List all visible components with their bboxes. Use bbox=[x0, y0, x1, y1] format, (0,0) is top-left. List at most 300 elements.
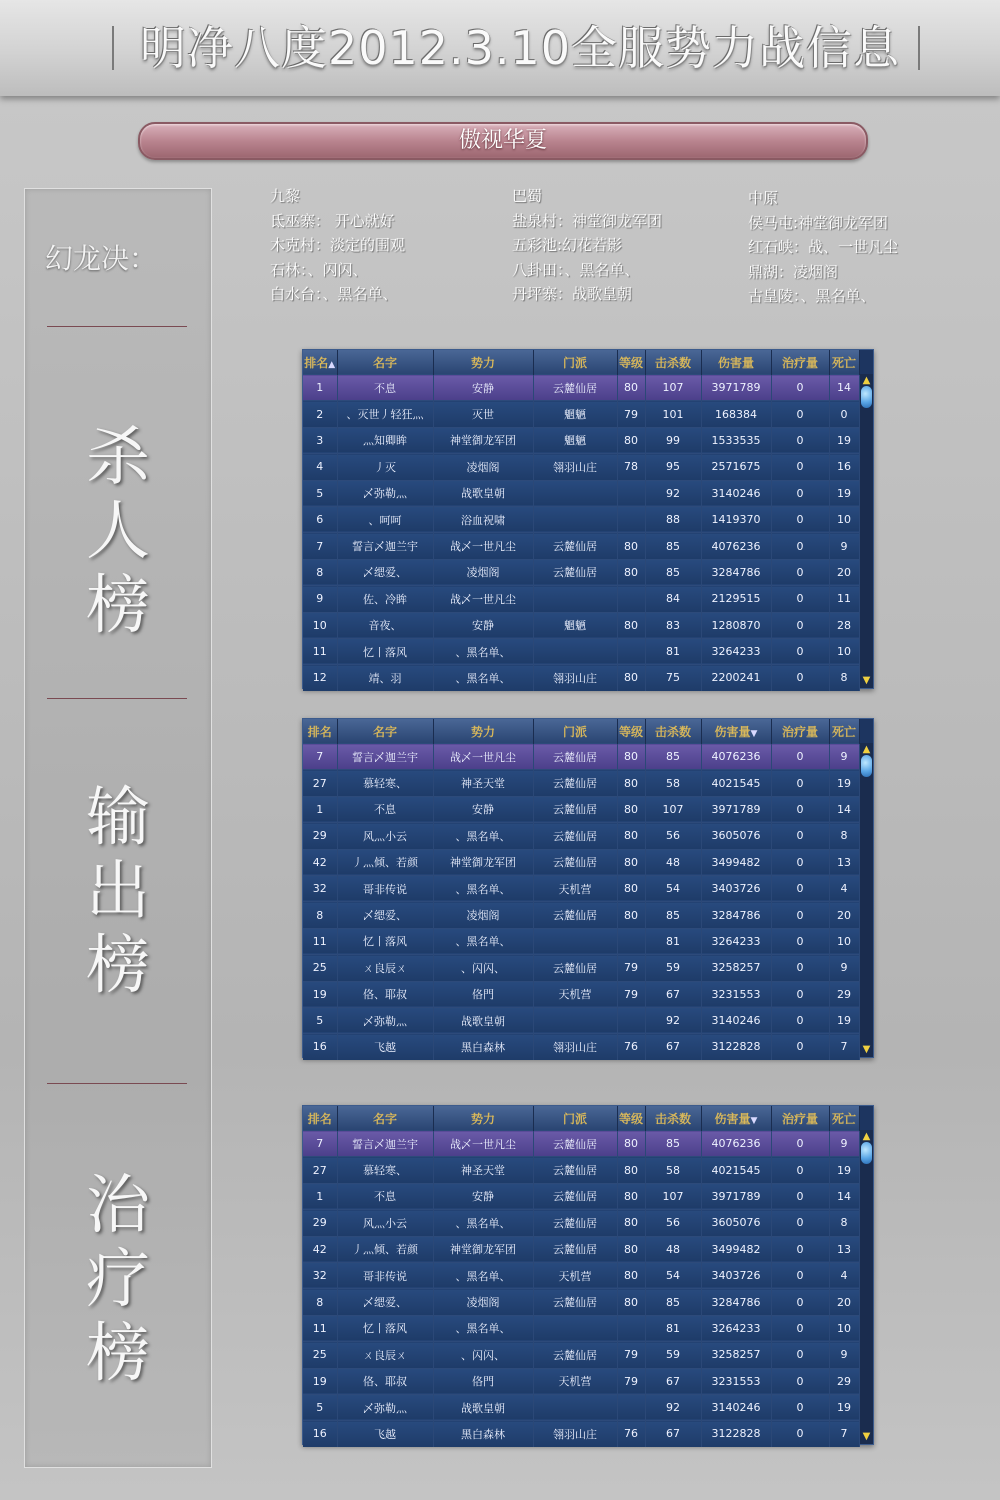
cell-rank: 11 bbox=[303, 638, 337, 664]
cell-deaths: 4 bbox=[829, 1262, 859, 1288]
cell-rank: 5 bbox=[303, 1007, 337, 1033]
cell-deaths: 14 bbox=[829, 796, 859, 822]
cell-heal: 0 bbox=[771, 1315, 829, 1341]
cell-heal: 0 bbox=[771, 1289, 829, 1315]
cell-faction: 战歌皇朝 bbox=[433, 1007, 533, 1033]
region-bashu bbox=[512, 184, 662, 307]
cell-name: 丿灭 bbox=[337, 454, 433, 480]
table-row[interactable] bbox=[303, 1394, 859, 1420]
cell-faction: 战歌皇朝 bbox=[433, 480, 533, 506]
table-row[interactable] bbox=[303, 823, 859, 849]
cell-sect: 云麓仙居 bbox=[533, 1157, 617, 1183]
cell-level: 80 bbox=[617, 796, 645, 822]
sort-ascending-icon: ▲ bbox=[328, 359, 336, 370]
cell-name: 佫、耶叔 bbox=[337, 1368, 433, 1394]
column-header-name[interactable]: 名字 bbox=[337, 1106, 433, 1131]
cell-rank: 42 bbox=[303, 1236, 337, 1262]
table-row[interactable] bbox=[303, 1262, 859, 1288]
table-row[interactable] bbox=[303, 586, 859, 612]
cell-name: 乄弥勒灬 bbox=[337, 1007, 433, 1033]
sidebar-divider bbox=[47, 326, 187, 327]
cell-faction: 灭世 bbox=[433, 401, 533, 427]
cell-faction: 安静 bbox=[433, 1183, 533, 1209]
cell-heal: 0 bbox=[771, 796, 829, 822]
region-line: 八卦田：、黑名单、 bbox=[512, 260, 640, 279]
scroll-up-arrow-icon[interactable]: ▲ bbox=[862, 375, 871, 386]
cell-sect: 魍魉 bbox=[533, 427, 617, 453]
cell-level bbox=[617, 638, 645, 664]
cell-sect: 翎羽山庄 bbox=[533, 454, 617, 480]
cell-faction: 神圣天堂 bbox=[433, 770, 533, 796]
table-row[interactable] bbox=[303, 1183, 859, 1209]
cell-name: 忆丨落风 bbox=[337, 928, 433, 954]
scroll-down-arrow-icon[interactable]: ▼ bbox=[862, 675, 871, 686]
cell-rank: 8 bbox=[303, 902, 337, 928]
region-line: 五彩池:幻花若影 bbox=[512, 236, 623, 254]
cell-deaths: 8 bbox=[829, 823, 859, 849]
cell-faction: 凌烟阁 bbox=[433, 454, 533, 480]
table-row[interactable] bbox=[303, 1034, 859, 1060]
cell-damage: 3140246 bbox=[701, 480, 771, 506]
cell-rank: 16 bbox=[303, 1034, 337, 1060]
section-title-heal: 治 疗 榜 bbox=[86, 1169, 150, 1391]
cell-sect: 云麓仙居 bbox=[533, 823, 617, 849]
cell-kills: 99 bbox=[645, 427, 701, 453]
cell-faction: 、黑名单、 bbox=[433, 1210, 533, 1236]
cell-kills: 67 bbox=[645, 1421, 701, 1447]
table-row[interactable] bbox=[303, 533, 859, 559]
cell-faction: 、黑名单、 bbox=[433, 875, 533, 901]
table-row[interactable] bbox=[303, 849, 859, 875]
cell-sect: 云麓仙居 bbox=[533, 375, 617, 401]
column-header-kills[interactable]: 击杀数 bbox=[645, 1106, 701, 1131]
table-row[interactable] bbox=[303, 744, 859, 770]
cell-heal: 0 bbox=[771, 1210, 829, 1236]
table-row[interactable] bbox=[303, 1210, 859, 1236]
cell-faction: 战乄一世凡尘 bbox=[433, 533, 533, 559]
cell-deaths: 19 bbox=[829, 427, 859, 453]
cell-kills: 48 bbox=[645, 1236, 701, 1262]
cell-kills: 107 bbox=[645, 1183, 701, 1209]
cell-level bbox=[617, 480, 645, 506]
cell-sect bbox=[533, 1394, 617, 1420]
cell-deaths: 13 bbox=[829, 1236, 859, 1262]
table-row[interactable] bbox=[303, 612, 859, 638]
column-header-rank[interactable]: 排名 bbox=[303, 719, 337, 744]
cell-deaths: 0 bbox=[829, 401, 859, 427]
cell-faction: 凌烟阁 bbox=[433, 902, 533, 928]
column-header-faction[interactable]: 势力 bbox=[433, 1106, 533, 1131]
header-band bbox=[0, 0, 1000, 96]
cell-name: 不息 bbox=[337, 796, 433, 822]
table-row[interactable] bbox=[303, 480, 859, 506]
cell-name: 誓言乄迦兰宇 bbox=[337, 744, 433, 770]
cell-level: 76 bbox=[617, 1421, 645, 1447]
cell-rank: 27 bbox=[303, 770, 337, 796]
cell-damage: 3284786 bbox=[701, 1289, 771, 1315]
column-header-sect[interactable]: 门派 bbox=[533, 1106, 617, 1131]
sidebar-divider bbox=[47, 1083, 187, 1084]
cell-rank: 32 bbox=[303, 875, 337, 901]
cell-kills: 85 bbox=[645, 533, 701, 559]
cell-level: 80 bbox=[617, 1183, 645, 1209]
cell-damage: 2129515 bbox=[701, 586, 771, 612]
cell-damage: 3499482 bbox=[701, 849, 771, 875]
cell-level: 80 bbox=[617, 770, 645, 796]
cell-heal: 0 bbox=[771, 1183, 829, 1209]
cell-level: 80 bbox=[617, 1157, 645, 1183]
cell-rank: 8 bbox=[303, 1289, 337, 1315]
cell-faction: 黑白森林 bbox=[433, 1421, 533, 1447]
cell-kills: 81 bbox=[645, 928, 701, 954]
cell-rank: 12 bbox=[303, 665, 337, 691]
cell-deaths: 14 bbox=[829, 1183, 859, 1209]
cell-name: 忆丨落风 bbox=[337, 638, 433, 664]
cell-heal: 0 bbox=[771, 823, 829, 849]
cell-sect: 翎羽山庄 bbox=[533, 665, 617, 691]
region-line: 白水台：、黑名单、 bbox=[270, 285, 398, 303]
column-header-deaths[interactable]: 死亡 bbox=[829, 350, 859, 375]
cell-sect: 云麓仙居 bbox=[533, 1210, 617, 1236]
column-header-heal[interactable]: 治疗量 bbox=[771, 1106, 829, 1131]
column-header-damage[interactable]: 伤害量▼ bbox=[701, 719, 771, 744]
cell-damage: 1419370 bbox=[701, 506, 771, 532]
cell-heal: 0 bbox=[771, 902, 829, 928]
cell-level: 76 bbox=[617, 1034, 645, 1060]
cell-heal: 0 bbox=[771, 586, 829, 612]
region-line: 鼎湖：凌烟阁 bbox=[748, 262, 839, 281]
scrollbar[interactable] bbox=[860, 1130, 873, 1444]
table-row[interactable] bbox=[303, 1236, 859, 1262]
cell-heal: 0 bbox=[771, 981, 829, 1007]
cell-faction: 战乄一世凡尘 bbox=[433, 586, 533, 612]
table-row[interactable] bbox=[303, 375, 859, 401]
cell-deaths: 7 bbox=[829, 1421, 859, 1447]
cell-damage: 3258257 bbox=[701, 1342, 771, 1368]
cell-sect: 云麓仙居 bbox=[533, 796, 617, 822]
table-row[interactable] bbox=[303, 665, 859, 691]
cell-rank: 16 bbox=[303, 1421, 337, 1447]
cell-faction: 神堂御龙军团 bbox=[433, 849, 533, 875]
region-line: 氐巫寨： 开心就好 bbox=[270, 211, 395, 230]
cell-level bbox=[617, 1394, 645, 1420]
cell-sect bbox=[533, 1007, 617, 1033]
cell-damage: 3403726 bbox=[701, 1262, 771, 1288]
sidebar-divider bbox=[47, 698, 187, 699]
cell-heal: 0 bbox=[771, 1342, 829, 1368]
cell-damage: 3122828 bbox=[701, 1421, 771, 1447]
table-row[interactable] bbox=[303, 1342, 859, 1368]
cell-level: 80 bbox=[617, 375, 645, 401]
cell-faction: 、黑名单、 bbox=[433, 1315, 533, 1341]
header-right-divider bbox=[918, 26, 920, 70]
cell-heal: 0 bbox=[771, 401, 829, 427]
table-row[interactable] bbox=[303, 902, 859, 928]
cell-deaths: 16 bbox=[829, 454, 859, 480]
cell-kills: 81 bbox=[645, 1315, 701, 1341]
table-row[interactable] bbox=[303, 427, 859, 453]
cell-sect: 魍魉 bbox=[533, 401, 617, 427]
cell-sect: 天机营 bbox=[533, 875, 617, 901]
scroll-down-arrow-icon[interactable]: ▼ bbox=[862, 1044, 871, 1055]
cell-kills: 67 bbox=[645, 981, 701, 1007]
cell-damage: 3605076 bbox=[701, 823, 771, 849]
cell-rank: 19 bbox=[303, 1368, 337, 1394]
scroll-thumb[interactable] bbox=[861, 386, 872, 408]
cell-heal: 0 bbox=[771, 427, 829, 453]
cell-deaths: 19 bbox=[829, 1394, 859, 1420]
cell-level: 80 bbox=[617, 1236, 645, 1262]
cell-damage: 3122828 bbox=[701, 1034, 771, 1060]
column-header-heal[interactable]: 治疗量 bbox=[771, 719, 829, 744]
column-header-damage[interactable]: 伤害量 bbox=[701, 350, 771, 375]
region-line: 木克村：淡定的围观 bbox=[270, 236, 406, 254]
cell-deaths: 9 bbox=[829, 533, 859, 559]
cell-deaths: 8 bbox=[829, 1210, 859, 1236]
cell-heal: 0 bbox=[771, 875, 829, 901]
column-header-level[interactable]: 等级 bbox=[617, 1106, 645, 1131]
cell-damage: 4021545 bbox=[701, 1157, 771, 1183]
cell-level: 80 bbox=[617, 427, 645, 453]
region-line: 盐泉村：神堂御龙军团 bbox=[512, 211, 663, 230]
table-row[interactable] bbox=[303, 955, 859, 981]
scroll-up-arrow-icon[interactable]: ▲ bbox=[862, 744, 871, 755]
region-line: 石林：、闪闪、 bbox=[270, 260, 368, 279]
cell-faction: 、黑名单、 bbox=[433, 1262, 533, 1288]
cell-name: 哥非传说 bbox=[337, 1262, 433, 1288]
scroll-down-arrow-icon[interactable]: ▼ bbox=[862, 1431, 871, 1442]
scroll-up-arrow-icon[interactable]: ▲ bbox=[862, 1131, 871, 1142]
scrollbar[interactable] bbox=[860, 743, 873, 1057]
cell-name: 乄缌爱、 bbox=[337, 559, 433, 585]
cell-damage: 2200241 bbox=[701, 665, 771, 691]
column-header-heal[interactable]: 治疗量 bbox=[771, 350, 829, 375]
scroll-thumb[interactable] bbox=[861, 1142, 872, 1164]
table-row[interactable] bbox=[303, 401, 859, 427]
cell-faction: 佫門 bbox=[433, 1368, 533, 1394]
cell-faction: 、闪闪、 bbox=[433, 955, 533, 981]
cell-faction: 、黑名单、 bbox=[433, 823, 533, 849]
cell-name: 佫、耶叔 bbox=[337, 981, 433, 1007]
region-name: 中原 bbox=[748, 189, 779, 207]
cell-faction: 安静 bbox=[433, 796, 533, 822]
cell-level bbox=[617, 506, 645, 532]
cell-level: 79 bbox=[617, 1368, 645, 1394]
column-header-faction[interactable]: 势力 bbox=[433, 350, 533, 375]
table-row[interactable] bbox=[303, 928, 859, 954]
column-header-deaths[interactable]: 死亡 bbox=[829, 719, 859, 744]
cell-kills: 67 bbox=[645, 1034, 701, 1060]
cell-damage: 3258257 bbox=[701, 955, 771, 981]
cell-sect: 魍魉 bbox=[533, 612, 617, 638]
column-header-rank[interactable]: 排名 bbox=[303, 1106, 337, 1131]
cell-heal: 0 bbox=[771, 665, 829, 691]
column-header-damage[interactable]: 伤害量▼ bbox=[701, 1106, 771, 1131]
cell-deaths: 8 bbox=[829, 665, 859, 691]
cell-name: 誓言乄迦兰宇 bbox=[337, 1131, 433, 1157]
cell-level: 79 bbox=[617, 401, 645, 427]
table-row[interactable] bbox=[303, 454, 859, 480]
column-header-name[interactable]: 名字 bbox=[337, 719, 433, 744]
cell-heal: 0 bbox=[771, 955, 829, 981]
cell-damage: 3140246 bbox=[701, 1394, 771, 1420]
cell-sect: 云麓仙居 bbox=[533, 902, 617, 928]
cell-rank: 5 bbox=[303, 480, 337, 506]
cell-sect bbox=[533, 506, 617, 532]
cell-deaths: 19 bbox=[829, 1157, 859, 1183]
cell-kills: 59 bbox=[645, 1342, 701, 1368]
cell-heal: 0 bbox=[771, 1034, 829, 1060]
cell-damage: 3971789 bbox=[701, 1183, 771, 1209]
cell-name: 飞越 bbox=[337, 1421, 433, 1447]
table-row[interactable] bbox=[303, 1131, 859, 1157]
cell-damage: 3403726 bbox=[701, 875, 771, 901]
table-row[interactable] bbox=[303, 875, 859, 901]
cell-deaths: 11 bbox=[829, 586, 859, 612]
cell-faction: 神圣天堂 bbox=[433, 1157, 533, 1183]
cell-damage: 4076236 bbox=[701, 744, 771, 770]
column-header-rank[interactable]: 排名▲ bbox=[303, 350, 337, 375]
table-row[interactable] bbox=[303, 796, 859, 822]
cell-rank: 29 bbox=[303, 823, 337, 849]
cell-faction: 神堂御龙军团 bbox=[433, 1236, 533, 1262]
cell-rank: 8 bbox=[303, 559, 337, 585]
cell-heal: 0 bbox=[771, 1236, 829, 1262]
cell-damage: 3971789 bbox=[701, 796, 771, 822]
column-header-name[interactable]: 名字 bbox=[337, 350, 433, 375]
column-header-sect[interactable]: 门派 bbox=[533, 719, 617, 744]
cell-heal: 0 bbox=[771, 638, 829, 664]
cell-heal: 0 bbox=[771, 559, 829, 585]
page-title: 明净八度2012.3.10全服势力战信息 bbox=[139, 21, 901, 75]
cell-rank: 1 bbox=[303, 796, 337, 822]
cell-name: 忆丨落风 bbox=[337, 1315, 433, 1341]
cell-sect: 云麓仙居 bbox=[533, 1289, 617, 1315]
cell-sect: 云麓仙居 bbox=[533, 744, 617, 770]
column-header-deaths[interactable]: 死亡 bbox=[829, 1106, 859, 1131]
cell-kills: 59 bbox=[645, 955, 701, 981]
cell-name: 不息 bbox=[337, 375, 433, 401]
cell-deaths: 20 bbox=[829, 1289, 859, 1315]
cell-kills: 92 bbox=[645, 480, 701, 506]
sort-descending-icon: ▼ bbox=[750, 1115, 758, 1126]
table-row[interactable] bbox=[303, 981, 859, 1007]
cell-rank: 1 bbox=[303, 1183, 337, 1209]
cell-faction: 安静 bbox=[433, 375, 533, 401]
table-row[interactable] bbox=[303, 559, 859, 585]
cell-rank: 7 bbox=[303, 533, 337, 559]
cell-deaths: 10 bbox=[829, 638, 859, 664]
cell-damage: 3231553 bbox=[701, 981, 771, 1007]
table-row[interactable] bbox=[303, 1007, 859, 1033]
cell-level bbox=[617, 1315, 645, 1341]
table-row[interactable] bbox=[303, 1315, 859, 1341]
cell-level: 80 bbox=[617, 665, 645, 691]
cell-deaths: 14 bbox=[829, 375, 859, 401]
cell-level bbox=[617, 928, 645, 954]
cell-faction: 神堂御龙军团 bbox=[433, 427, 533, 453]
table-row[interactable] bbox=[303, 1157, 859, 1183]
cell-kills: 81 bbox=[645, 638, 701, 664]
column-header-kills[interactable]: 击杀数 bbox=[645, 719, 701, 744]
cell-rank: 32 bbox=[303, 1262, 337, 1288]
cell-name: 乄缌爱、 bbox=[337, 902, 433, 928]
cell-deaths: 9 bbox=[829, 744, 859, 770]
cell-deaths: 29 bbox=[829, 981, 859, 1007]
scroll-thumb[interactable] bbox=[861, 755, 872, 777]
server-banner bbox=[138, 122, 868, 160]
cell-faction: 战歌皇朝 bbox=[433, 1394, 533, 1420]
cell-level: 80 bbox=[617, 1131, 645, 1157]
region-zhongyuan bbox=[748, 186, 898, 309]
cell-level bbox=[617, 1007, 645, 1033]
table-row[interactable] bbox=[303, 770, 859, 796]
cell-sect: 天机营 bbox=[533, 1368, 617, 1394]
cell-heal: 0 bbox=[771, 744, 829, 770]
header-left-divider bbox=[112, 26, 114, 70]
cell-kills: 85 bbox=[645, 744, 701, 770]
cell-rank: 27 bbox=[303, 1157, 337, 1183]
cell-kills: 101 bbox=[645, 401, 701, 427]
table-row[interactable] bbox=[303, 506, 859, 532]
cell-faction: 浴血祝啸 bbox=[433, 506, 533, 532]
cell-level: 79 bbox=[617, 955, 645, 981]
cell-damage: 4021545 bbox=[701, 770, 771, 796]
cell-damage: 3971789 bbox=[701, 375, 771, 401]
sidebar-panel bbox=[24, 188, 212, 1468]
cell-name: 风灬小云 bbox=[337, 1210, 433, 1236]
cell-rank: 4 bbox=[303, 454, 337, 480]
cell-name: 不息 bbox=[337, 1183, 433, 1209]
cell-rank: 2 bbox=[303, 401, 337, 427]
cell-name: 音夜、 bbox=[337, 612, 433, 638]
table-row[interactable] bbox=[303, 1368, 859, 1394]
cell-damage: 4076236 bbox=[701, 1131, 771, 1157]
cell-deaths: 10 bbox=[829, 928, 859, 954]
column-header-kills[interactable]: 击杀数 bbox=[645, 350, 701, 375]
cell-kills: 107 bbox=[645, 375, 701, 401]
column-header-sect[interactable]: 门派 bbox=[533, 350, 617, 375]
cell-deaths: 20 bbox=[829, 902, 859, 928]
damage-ranking-table bbox=[302, 718, 874, 1058]
cell-kills: 48 bbox=[645, 849, 701, 875]
cell-kills: 85 bbox=[645, 559, 701, 585]
scrollbar[interactable] bbox=[860, 374, 873, 688]
cell-name: 丿灬倾、若颜 bbox=[337, 849, 433, 875]
cell-faction: 、黑名单、 bbox=[433, 665, 533, 691]
cell-name: 、灭世丿轻狂灬 bbox=[337, 401, 433, 427]
cell-heal: 0 bbox=[771, 1368, 829, 1394]
column-header-level[interactable]: 等级 bbox=[617, 719, 645, 744]
server-name: 傲视华夏 bbox=[458, 128, 547, 153]
table-row[interactable] bbox=[303, 1289, 859, 1315]
table-row[interactable] bbox=[303, 638, 859, 664]
cell-damage: 1280870 bbox=[701, 612, 771, 638]
cell-kills: 107 bbox=[645, 796, 701, 822]
column-header-faction[interactable]: 势力 bbox=[433, 719, 533, 744]
cell-kills: 58 bbox=[645, 770, 701, 796]
cell-rank: 9 bbox=[303, 586, 337, 612]
cell-deaths: 19 bbox=[829, 770, 859, 796]
cell-name: 丿灬倾、若颜 bbox=[337, 1236, 433, 1262]
cell-level: 80 bbox=[617, 823, 645, 849]
cell-level: 80 bbox=[617, 559, 645, 585]
cell-sect: 云麓仙居 bbox=[533, 955, 617, 981]
table-row[interactable] bbox=[303, 1421, 859, 1447]
cell-rank: 7 bbox=[303, 744, 337, 770]
cell-sect: 天机营 bbox=[533, 1262, 617, 1288]
column-header-level[interactable]: 等级 bbox=[617, 350, 645, 375]
